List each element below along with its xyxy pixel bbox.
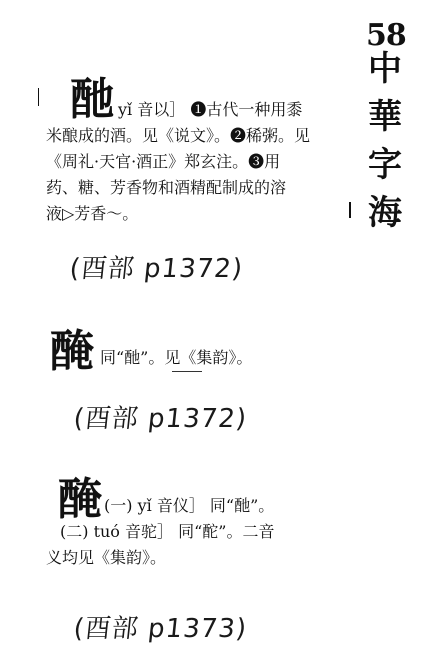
scan-mark	[38, 88, 39, 106]
entry2-headword: 醃	[50, 326, 94, 377]
entry2-handwritten-note: (酉部 p1372)	[72, 404, 249, 434]
entry3-line-2: (二) tuó 音驼］ 同“酡”。二音	[60, 522, 275, 541]
underline-mark	[172, 371, 202, 372]
entry2-line: 同“酏”。见《集韵》。	[100, 348, 253, 367]
entry1-line-3: 《周礼·天官·酒正》郑玄注。❸用	[46, 152, 281, 171]
entry1-line-2: 米酿成的酒。见《说文》。❷稀粥。见	[46, 126, 311, 145]
entry1-headword: 酏	[70, 74, 114, 125]
entry1-handwritten-note: (酉部 p1372)	[68, 254, 245, 284]
title-char-1: 中	[368, 49, 402, 89]
entry3-headword: 醃	[58, 474, 102, 525]
title-char-4: 海	[368, 193, 402, 233]
entry1-line-1: yǐ 音以］ ❶古代一种用黍	[118, 100, 303, 119]
entry3-handwritten-note: (酉部 p1373)	[72, 614, 249, 644]
page-number: 58	[366, 18, 406, 53]
entry3-line-1: (一) yǐ 音仪］ 同“酏”。	[104, 496, 275, 515]
entry1-line-4: 药、糖、芳香物和酒精配制成的溶	[46, 178, 287, 197]
entry3-line-3: 义均见《集韵》。	[46, 548, 167, 567]
entry1-line-5: 液▷芳香～。	[46, 204, 139, 223]
title-char-2: 華	[368, 97, 402, 137]
title-char-3: 字	[368, 145, 402, 185]
scan-mark	[349, 202, 351, 218]
